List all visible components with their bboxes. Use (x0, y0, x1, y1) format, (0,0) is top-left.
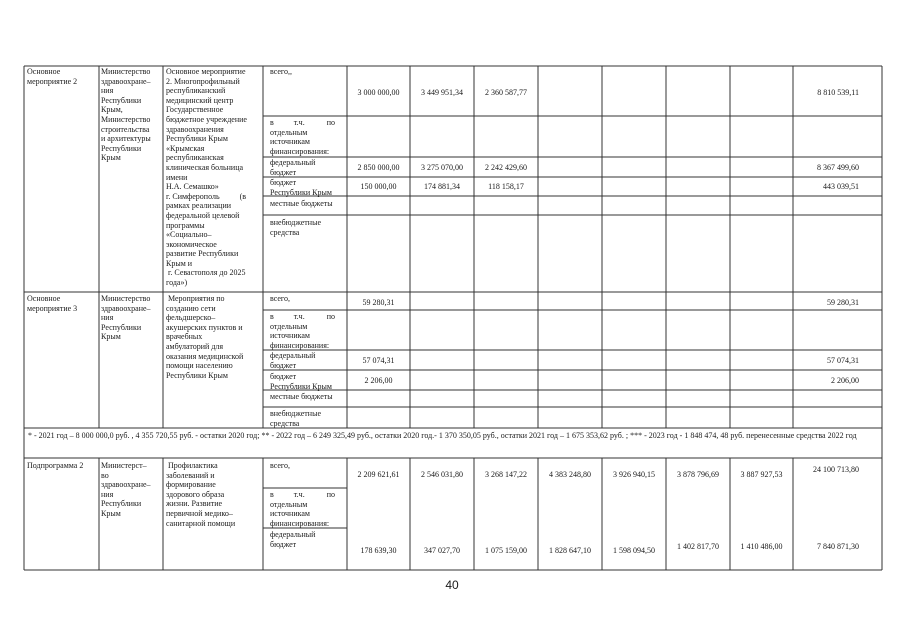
p2-fed-y6: 1 402 817,70 (677, 542, 719, 551)
p2-fed-y4: 1 828 647,10 (549, 546, 591, 555)
m2-fed-y2: 3 275 070,00 (421, 163, 463, 172)
p2-total-y6: 3 878 796,69 (677, 470, 719, 479)
p2-label: Подпрограмма 2 (27, 461, 84, 470)
m3-src-loc: местные бюджеты (270, 392, 333, 401)
p2-fed-y1: 178 639,30 (360, 546, 397, 555)
p2-src-fed: федеральный бюджет (270, 530, 316, 549)
p2-fed-y2: 347 027,70 (424, 546, 460, 555)
page-number: 40 (445, 578, 459, 592)
p2-total-y4: 4 383 248,80 (549, 470, 591, 479)
p2-src-incl: в т.ч. по отдельным источникам финансирования: (270, 490, 335, 528)
m2-executor: Министерство здравоохране– ния Республики Крым, Министерство строительства и архитектуры Республики Крым (101, 67, 151, 163)
m2-description: Основное мероприятие 2. Многопрофильный республиканский медицинский центр Государственное бюджетное учреждение здравоохранения Республики Крым «Крымская республиканская клиническая больница имени Н.А. Семашко» г. Симферополь (в рамках реализации федеральной целевой программы «Социально– экономическое развитие Республики Крым и г. Севастополя до 2025 года») (166, 67, 247, 288)
m2-total-sum: 8 810 539,11 (817, 88, 859, 97)
m3-src-ext: внебюджетные средства (270, 409, 321, 428)
p2-fed-y5: 1 598 094,50 (613, 546, 655, 555)
m2-total-y2: 3 449 951,34 (421, 88, 463, 97)
m2-src-ext: внебюджетные средства (270, 218, 321, 237)
m3-src-fed: федеральный бюджет (270, 351, 316, 370)
m2-src-rep: бюджет Республики Крым (270, 178, 332, 197)
m2-rep-sum: 443 039,51 (823, 182, 859, 191)
m2-label: Основное мероприятие 2 (27, 67, 78, 86)
m3-executor: Министерство здравоохране– ния Республики Крым (101, 294, 151, 342)
p2-total-y7: 3 887 927,53 (740, 470, 783, 479)
p2-src-total: всего, (270, 461, 291, 470)
m3-rep-sum: 2 206,00 (831, 376, 859, 385)
m2-src-fed: федеральный бюджет (270, 158, 316, 177)
m3-total-y1: 59 280,31 (362, 298, 395, 307)
m2-fed-y3: 2 242 429,60 (485, 163, 527, 172)
m3-fed-y1: 57 074,31 (362, 356, 395, 365)
m2-src-incl: в т.ч. по отдельным источникам финансирования: (270, 118, 335, 156)
p2-total-y1: 2 209 621,61 (357, 470, 400, 479)
m3-src-total: всего, (270, 294, 291, 303)
m2-rep-y1: 150 000,00 (360, 182, 397, 191)
m3-label: Основное мероприятие 3 (27, 294, 78, 313)
p2-total-y2: 2 546 031,80 (421, 470, 463, 479)
p2-total-sum: 24 100 713,80 (813, 465, 859, 474)
p2-total-y5: 3 926 940,15 (613, 470, 655, 479)
m3-fed-sum: 57 074,31 (827, 356, 859, 365)
p2-description: Профилактика заболеваний и формирование здорового образа жизни. Развитие первичной медико– санитарной помощи (166, 461, 236, 528)
m3-total-sum: 59 280,31 (827, 298, 859, 307)
m2-src-total: всего,, (270, 67, 293, 76)
m2-fed-sum: 8 367 499,60 (817, 163, 859, 172)
p2-total-y3: 3 268 147,22 (485, 470, 527, 479)
m3-rep-y1: 2 206,00 (364, 376, 393, 385)
m2-total-y1: 3 000 000,00 (357, 88, 400, 97)
m3-description: Мероприятия по созданию сети фельдшерско– акушерских пунктов и врачебных амбулаторий для оказания медицинской помощи населению Республики Крым (166, 294, 244, 380)
m2-total-y3: 2 360 587,77 (485, 88, 527, 97)
m2-src-loc: местные бюджеты (270, 199, 333, 208)
footnote: * - 2021 год – 8 000 000,0 руб. , 4 355 720,55 руб. - остатки 2020 год; ** - 2022 год – 6 249 325,49 руб., остатки 2020 год.- 1 370 350,05 руб., остатки 2021 год – 1 675 353,62 руб. ; *** - 2023 год - 1 848 474, 48 руб. перенесенные средства 2022 год (28, 431, 857, 440)
p2-fed-y3: 1 075 159,00 (485, 546, 527, 555)
p2-fed-y7: 1 410 486,00 (740, 542, 783, 551)
m2-rep-y2: 174 881,34 (424, 182, 460, 191)
p2-executor: Министерст– во здравоохране– ния Республики Крым (101, 461, 151, 518)
m3-src-rep: бюджет Республики Крым (270, 372, 332, 391)
m3-src-incl: в т.ч. по отдельным источникам финансирования: (270, 312, 335, 350)
m2-rep-y3: 118 158,17 (488, 182, 524, 191)
m2-fed-y1: 2 850 000,00 (357, 163, 400, 172)
p2-fed-sum: 7 840 871,30 (817, 542, 859, 551)
